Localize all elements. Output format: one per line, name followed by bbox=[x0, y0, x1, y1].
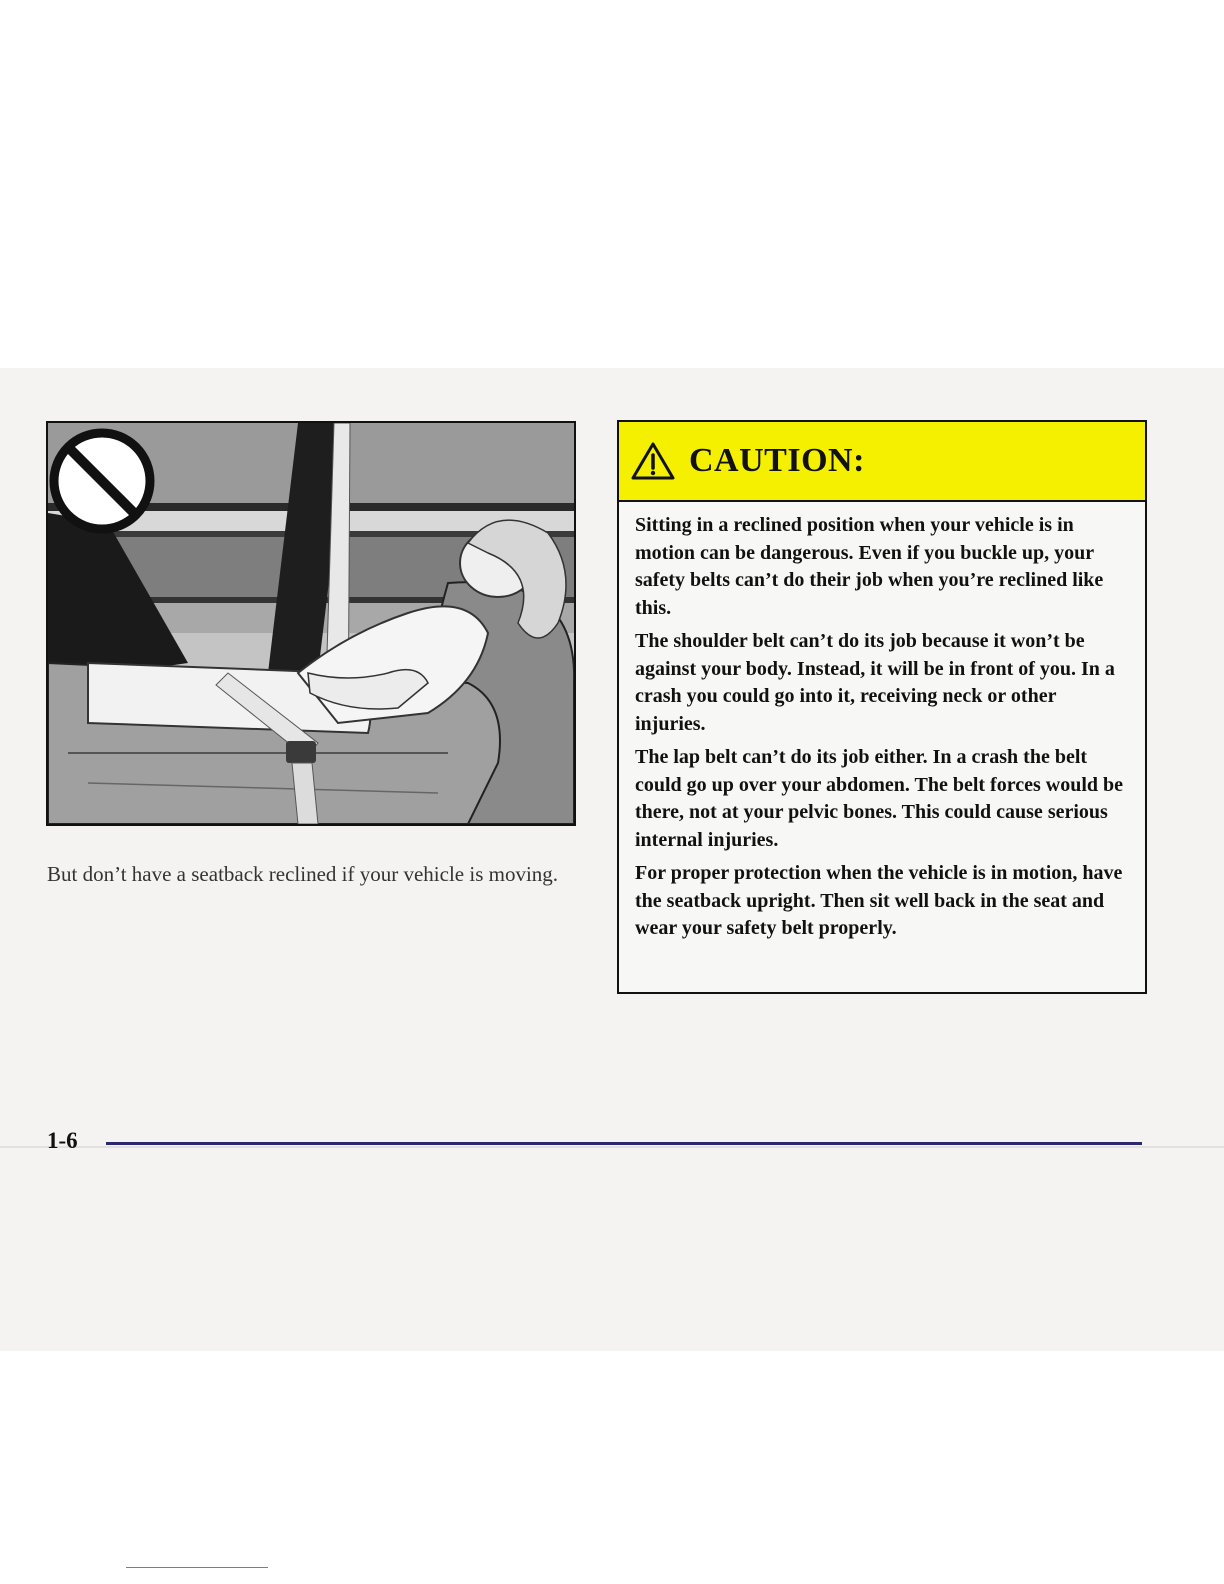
caution-paragraph: The lap belt can’t do its job either. In a crash the belt could go up over your abdomen. The belt forces would be there, not at your pelvic bones. This could cause serious internal injuries. bbox=[635, 746, 1124, 851]
scan-edge-rule bbox=[0, 1146, 1224, 1148]
caution-box bbox=[617, 420, 1147, 994]
illustration-caption: But don’t have a seatback reclined if your vehicle is moving. bbox=[47, 862, 559, 886]
page-number: 1-6 bbox=[47, 1128, 78, 1153]
caution-paragraph: The shoulder belt can’t do its job because it won’t be against your body. Instead, it will be in front of you. In a crash you could go into it, receiving neck or other injuries. bbox=[635, 630, 1115, 735]
reclined-seat-safety-belt-illustration bbox=[46, 421, 576, 826]
footer-rule bbox=[106, 1142, 1142, 1145]
caution-paragraph: For proper protection when the vehicle is in motion, have the seatback upright. Then sit well back in the seat and wear your safety belt properly. bbox=[635, 862, 1123, 939]
caution-paragraph: Sitting in a reclined position when your vehicle is in motion can be dangerous. Even if you buckle up, your safety belts can’t do their job when you’re reclined like this. bbox=[635, 514, 1104, 619]
no-symbol-icon bbox=[54, 433, 150, 529]
caution-title: CAUTION: bbox=[689, 442, 865, 479]
warning-triangle-icon bbox=[631, 441, 675, 481]
bottom-link-underline bbox=[126, 1567, 268, 1568]
caution-body bbox=[619, 502, 1145, 943]
caution-header bbox=[619, 422, 1145, 502]
